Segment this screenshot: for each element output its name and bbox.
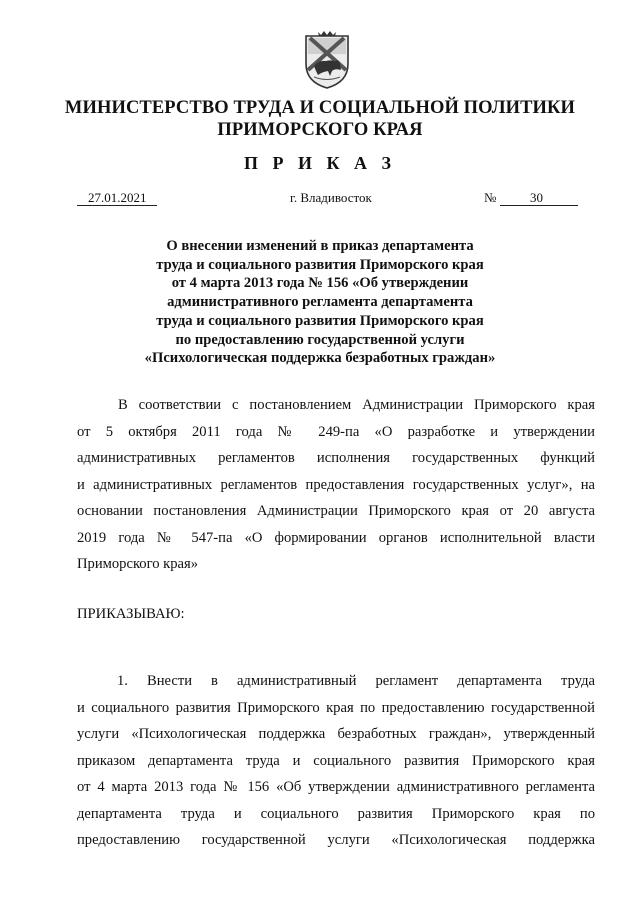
item-1-paragraph [77,668,595,854]
title-line: «Психологическая поддержка безработных граждан» [144,350,496,367]
ministry-line: ПРИМОРСКОГО КРАЯ [217,120,423,140]
order-number: 30 [530,190,543,205]
item-line: департамента труда и социального развития Приморского края по [77,805,595,822]
preamble-line: и административных регламентов предоставления государственных услуг», на [77,476,595,493]
number-underline [500,205,578,206]
ministry-name [0,97,640,141]
title-line: О внесении изменений в приказ департамента [166,238,474,254]
order-word: ПРИКАЗЫВАЮ: [77,606,185,622]
item-line: и социального развития Приморского края по предоставлению государственной [77,699,595,716]
title-line: по предоставлению государственной услуги [175,331,465,348]
coat-of-arms-emblem [302,30,352,90]
item-line: от 4 марта 2013 года № 156 «Об утверждении административного регламента [77,779,595,795]
title-line: от 4 марта 2013 года № 156 «Об утверждении [171,275,469,292]
item-line: предоставлению государственной услуги «Психологическая поддержка [77,832,595,848]
date-underline [77,205,157,206]
title-line: труда и социального развития Приморского края [156,256,484,273]
number-sign: № [484,190,497,205]
preamble-line: Приморского края» [77,556,199,572]
item-line: 1. Внести в административный регламент департамента труда [117,673,595,689]
document-type: П Р И К А З [243,153,397,173]
ministry-line: МИНИСТЕРСТВО ТРУДА И СОЦИАЛЬНОЙ ПОЛИТИКИ [64,98,576,118]
title-line: труда и социального развития Приморского края [156,312,484,329]
preamble-line: 2019 года № 547-па «О формировании органов исполнительной власти [77,529,595,546]
preamble-line: от 5 октября 2011 года № 249-па «О разработке и утверждении [77,423,595,440]
document-title [0,237,640,368]
title-line: административного регламента департамента [167,294,473,311]
preamble-line: основании постановления Администрации Приморского края от 20 августа [77,503,595,519]
preamble-line: В соответствии с постановлением Администрации Приморского края [118,397,595,413]
item-line: услуги «Психологическая поддержка безработных граждан», утвержденный [77,726,595,742]
order-city: г. Владивосток [290,190,372,205]
order-date: 27.01.2021 [88,190,147,205]
preamble-paragraph [77,392,595,578]
item-line: приказом департамента труда и социального развития Приморского края [77,752,595,769]
preamble-line: административных регламентов исполнения государственных функций [77,450,595,466]
